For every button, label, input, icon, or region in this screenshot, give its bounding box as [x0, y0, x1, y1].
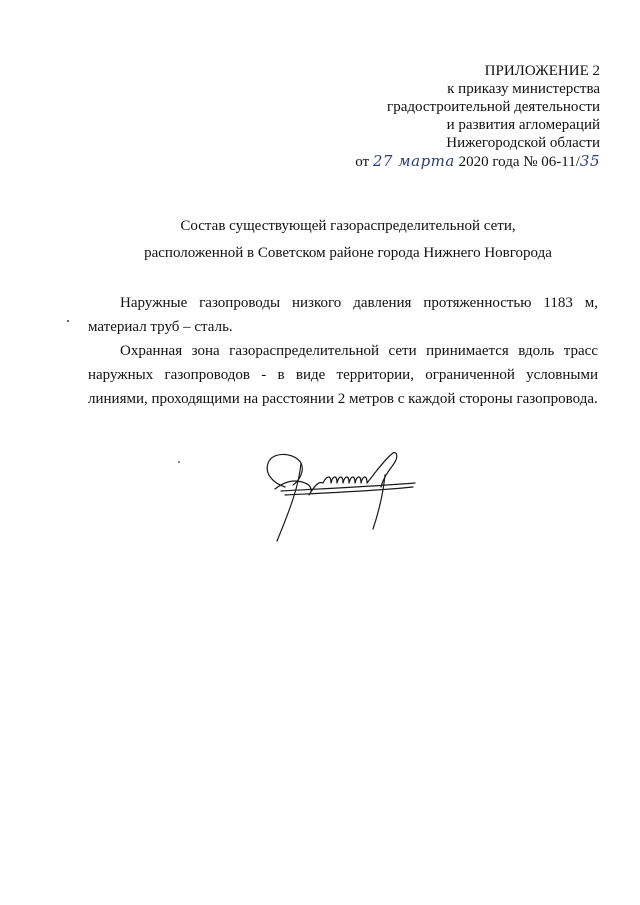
- order-year-number: 2020 года № 06-11/: [458, 154, 580, 170]
- handwritten-date: 27 марта: [372, 152, 455, 170]
- order-reference-line-1: к приказу министерства: [447, 81, 600, 97]
- body-paragraph-pipelines: Наружные газопроводы низкого давления протяженностью 1183 м, материал труб – сталь.: [88, 295, 598, 335]
- scan-speck: [178, 461, 180, 463]
- signature-image: [255, 445, 430, 545]
- document-title: [88, 213, 608, 267]
- title-line-2: расположенной в Советском районе города Нижнего Новгорода: [144, 245, 552, 261]
- title-line-1: Состав существующей газораспределительной сети,: [180, 218, 516, 234]
- order-reference-line-3: и развития агломераций: [446, 117, 600, 133]
- order-reference-line-4: Нижегородской области: [446, 135, 600, 151]
- date-prefix: от: [355, 154, 370, 170]
- order-date-line: [355, 152, 600, 171]
- appendix-title: ПРИЛОЖЕНИЕ 2: [484, 63, 600, 79]
- body-paragraph-protection-zone: Охранная зона газораспределительной сети принимается вдоль трасс наружных газопроводов - в виде территории, ограниченной условными линиями, проходящими на расстоянии 2 метров с каждой стороны газопровода.: [88, 343, 598, 407]
- appendix-header: [355, 62, 600, 171]
- document-body: [88, 291, 598, 411]
- handwritten-order-number: 35: [579, 152, 600, 170]
- scan-speck: [67, 320, 69, 322]
- order-reference-line-2: градостроительной деятельности: [387, 99, 600, 115]
